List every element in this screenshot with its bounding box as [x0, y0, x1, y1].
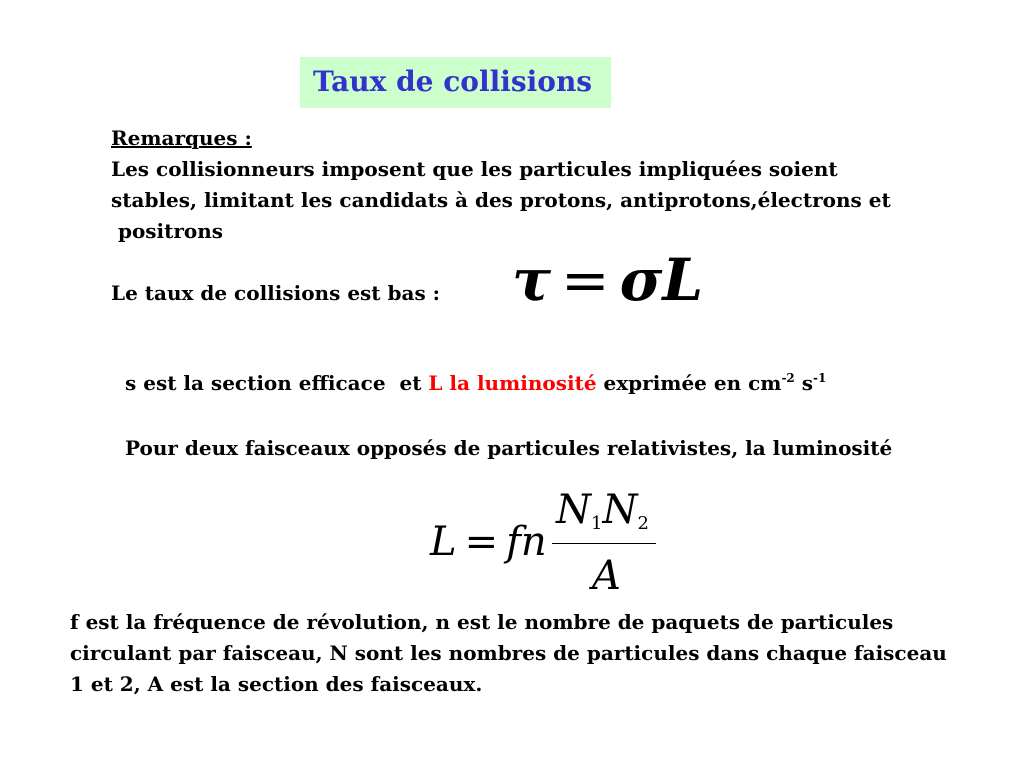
- section-text-3: s: [794, 371, 814, 395]
- collision-rate-equation: [512, 240, 703, 320]
- slide-title: Taux de collisions: [300, 57, 611, 108]
- remarks-line-3: positrons: [111, 219, 224, 243]
- eq2-N1: N: [556, 487, 591, 533]
- remarks-line-2: stables, limitant les candidats à des protons, antiprotons,électrons et: [111, 188, 891, 212]
- tau-symbol: τ: [512, 246, 552, 314]
- remarks-heading: Remarques :: [111, 126, 252, 150]
- fraction-denominator: A: [592, 553, 621, 599]
- luminosity-symbol: L: [662, 246, 704, 314]
- eq2-sub1: 1: [591, 513, 603, 534]
- exponent-s: -1: [813, 371, 827, 385]
- footer-block: [70, 607, 947, 700]
- luminosity-equation: [428, 483, 668, 603]
- luminosity-highlight: L la luminosité: [428, 371, 597, 395]
- section-text-2: exprimée en cm: [596, 371, 782, 395]
- fraction-bar: [552, 543, 656, 544]
- eq2-fn: fn: [506, 519, 547, 565]
- footer-line-2: circulant par faisceau, N sont les nombres de particules dans chaque faisceau: [70, 641, 947, 665]
- remarks-line-1: Les collisionneurs imposent que les particules impliquées soient: [111, 157, 838, 181]
- eq2-equals: =: [464, 519, 499, 565]
- section-definition: [125, 368, 826, 399]
- eq2-N2: N: [602, 487, 638, 533]
- eq2-sub2: 2: [637, 513, 649, 534]
- footer-line-1: f est la fréquence de révolution, n est le nombre de paquets de particules: [70, 610, 894, 634]
- sigma-symbol: σ: [619, 246, 663, 314]
- rate-statement: Le taux de collisions est bas :: [111, 281, 441, 305]
- section-text-1: s est la section efficace et: [125, 371, 429, 395]
- footer-line-3: 1 et 2, A est la section des faisceaux.: [70, 672, 483, 696]
- fraction-numerator: [556, 487, 649, 534]
- remarks-block: [111, 123, 891, 247]
- beams-statement: Pour deux faisceaux opposés de particules relativistes, la luminosité: [125, 436, 893, 460]
- equation-lhs: [430, 519, 547, 565]
- eq2-L: L: [430, 519, 457, 565]
- exponent-cm: -2: [781, 371, 795, 385]
- equals-sign: =: [561, 246, 610, 314]
